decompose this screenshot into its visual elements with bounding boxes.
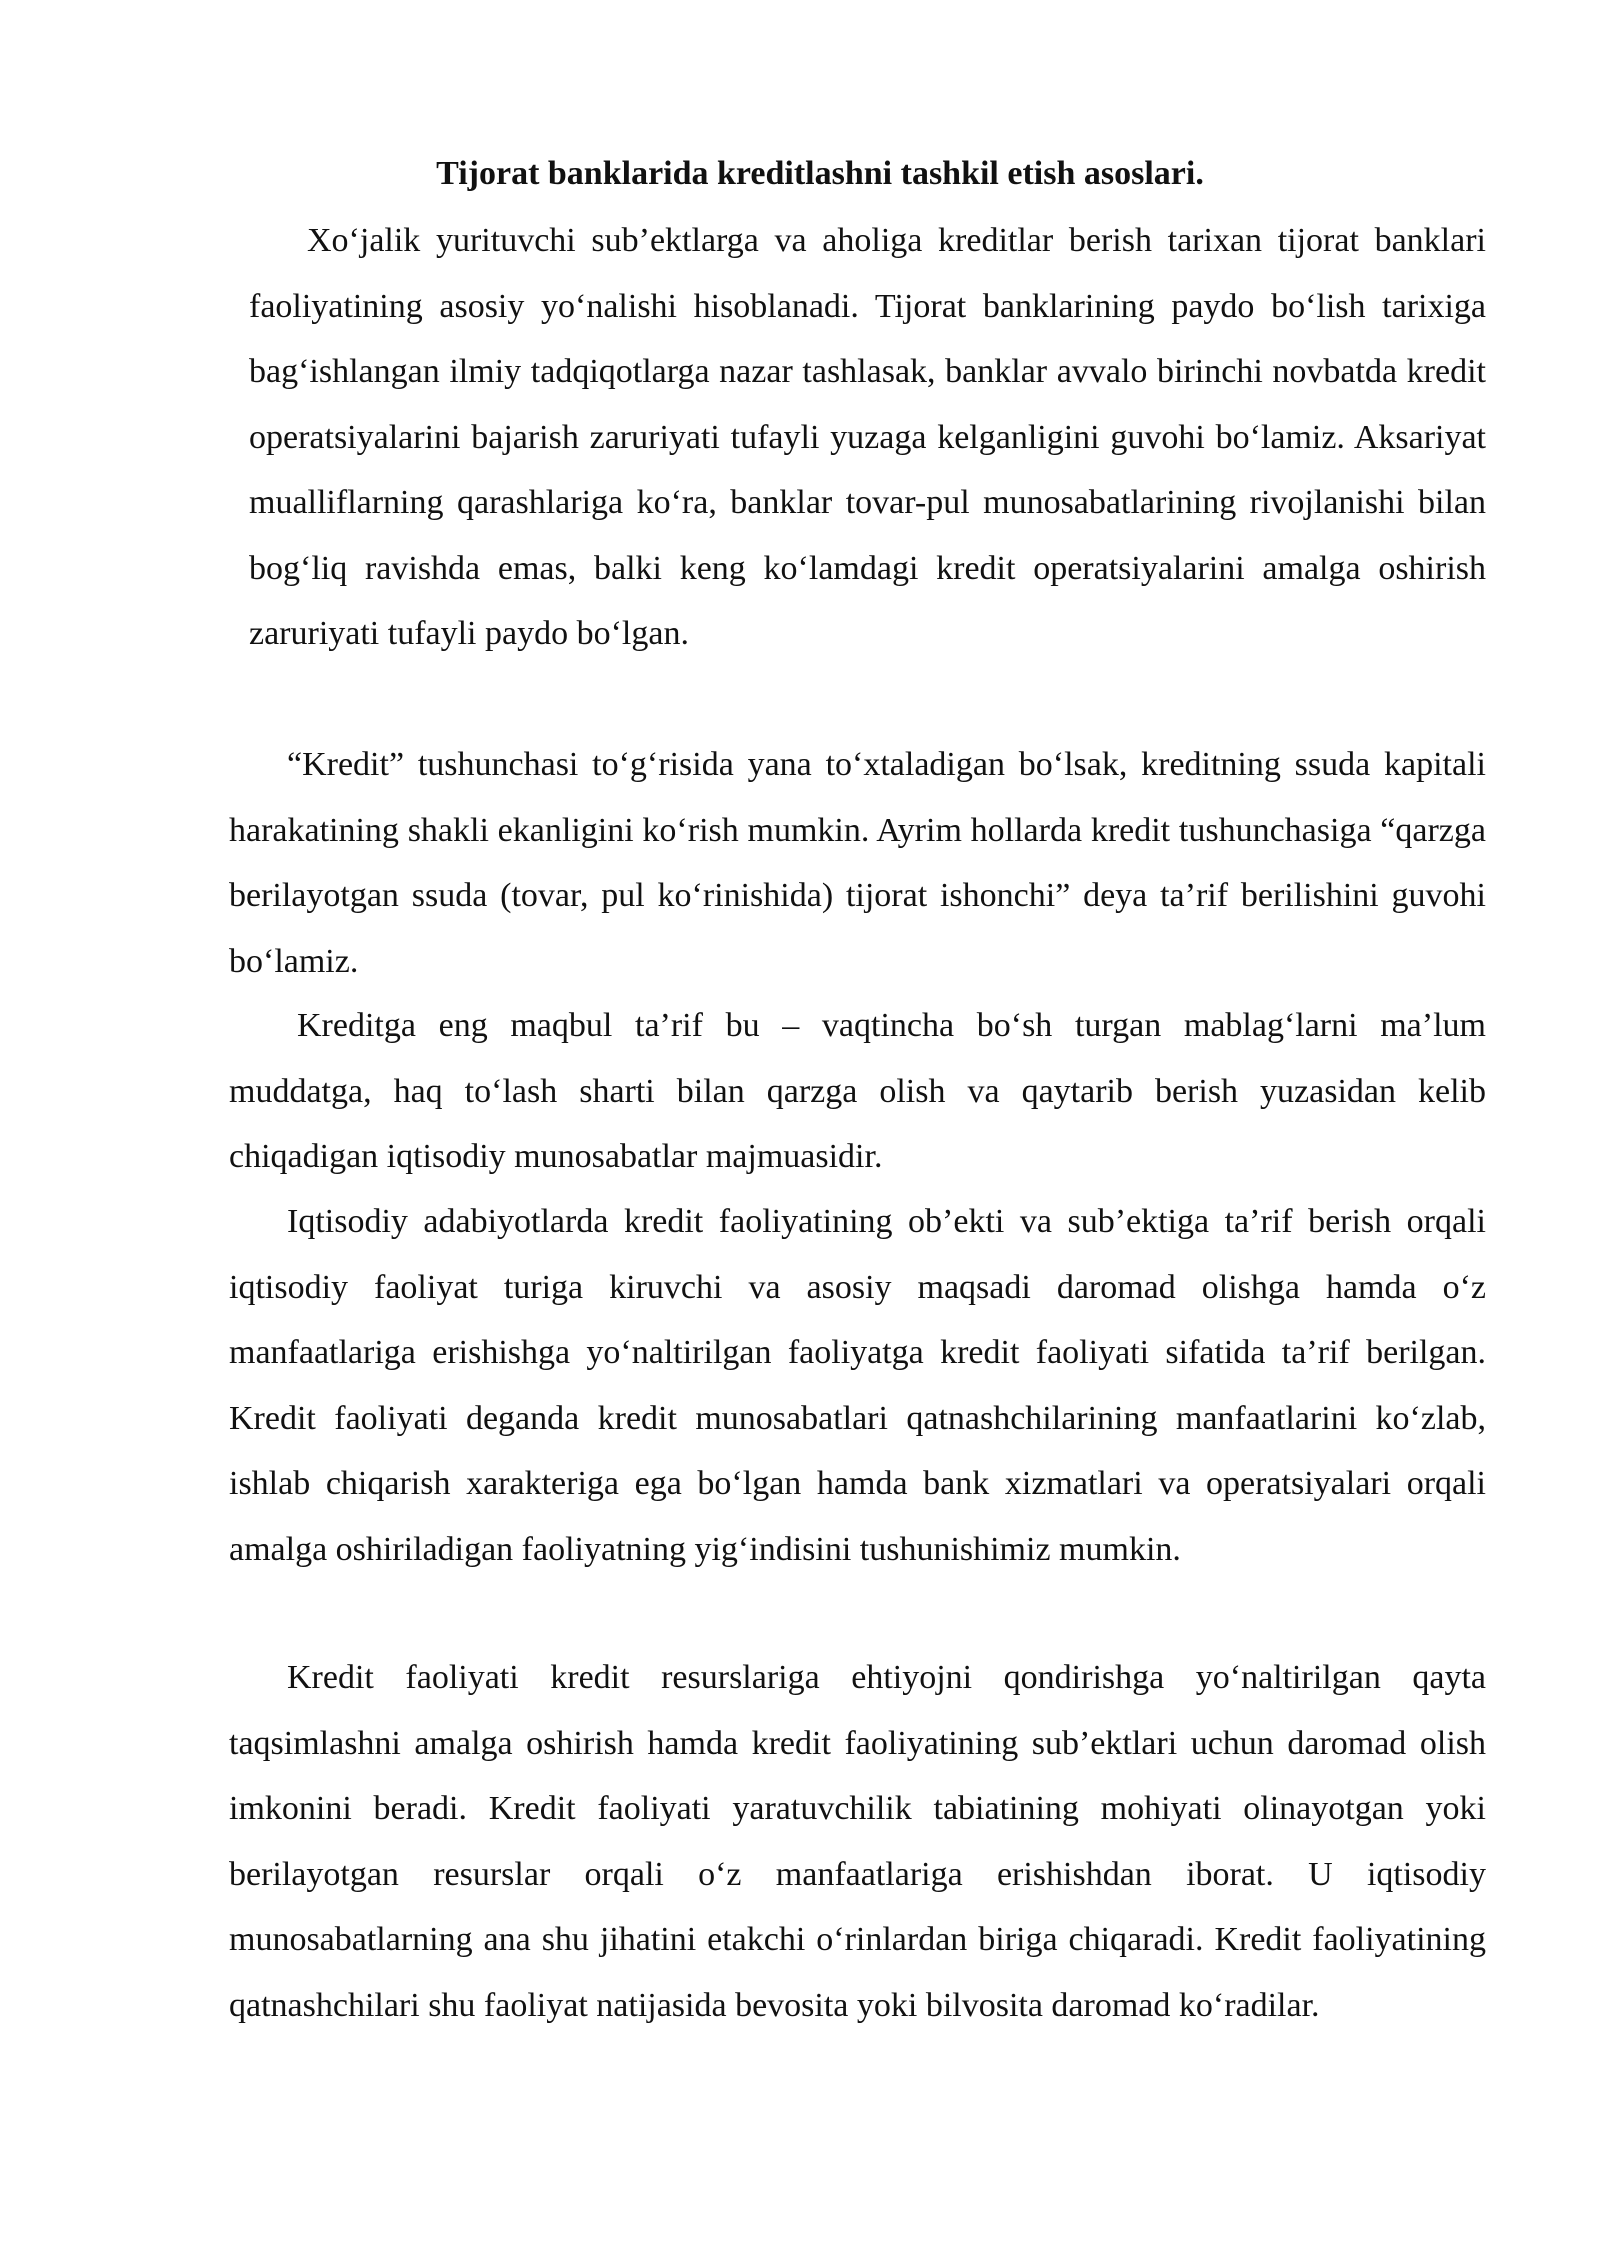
paragraph-5: Kredit faoliyati kredit resurslariga ehtiyojni qondirishga yo‘naltirilgan qayta taqsimlashni amalga oshirish hamda kredit faoliyatining sub’ektlari uchun daromad olish imkonini beradi. Kredit faoliyati yaratuvchilik tabiatining mohiyati olinayotgan yoki berilayotgan resurslar orqali o‘z manfaatlariga erishishdan iborat. U iqtisodiy munosabatlarning ana shu jihatini etakchi o‘rinlardan biriga chiqaradi. Kredit faoliyatining qatnashchilari shu faoliyat natijasida bevosita yoki bilvosita daromad ko‘radilar.	[229, 1659, 1486, 2024]
paragraph-4: Iqtisodiy adabiyotlarda kredit faoliyatining ob’ekti va sub’ektiga ta’rif berish orqali iqtisodiy faoliyat turiga kiruvchi va asosiy maqsadi daromad olishga hamda o‘z manfaatlariga erishishga yo‘naltirilgan faoliyatga kredit faoliyati sifatida ta’rif berilgan. Kredit faoliyati deganda kredit munosabatlari qatnashchilarining manfaatlarini ko‘zlab, ishlab chiqarish xarakteriga ega bo‘lgan hamda bank xizmatlari va operatsiyalari orqali amalga oshiriladigan faoliyatning yig‘indisini tushunishimiz mumkin.	[229, 1203, 1486, 1568]
paragraph-3: Kreditga eng maqbul ta’rif bu – vaqtincha bo‘sh turgan mablag‘larni ma’lum muddatga, haq to‘lash sharti bilan qarzga olish va qaytarib berish yuzasidan kelib chiqadigan iqtisodiy munosabatlar majmuasidir.	[229, 1007, 1486, 1175]
paragraph-1: Xo‘jalik yurituvchi sub’ektlarga va aholiga kreditlar berish tarixan tijorat banklari faoliyatining asosiy yo‘nalishi hisoblanadi. Tijorat banklarining paydo bo‘lish tarixiga bag‘ishlangan ilmiy tadqiqotlarga nazar tashlasak, banklar avvalo birinchi novbatda kredit operatsiyalarini bajarish zaruriyati tufayli yuzaga kelganligini guvohi bo‘lamiz. Aksariyat mualliflarning qarashlariga ko‘ra, banklar tovar-pul munosabatlarining rivojlanishi bilan bog‘liq ravishda emas, balki keng ko‘lamdagi kredit operatsiyalarini amalga oshirish zaruriyati tufayli paydo bo‘lgan.	[249, 222, 1486, 652]
document-title: Tijorat banklarida kreditlashni tashkil etish asoslari.	[436, 155, 1204, 192]
paragraph-2: “Kredit” tushunchasi to‘g‘risida yana to‘xtaladigan bo‘lsak, kreditning ssuda kapitali harakatining shakli ekanligini ko‘rish mumkin. Ayrim hollarda kredit tushunchasiga “qarzga berilayotgan ssuda (tovar, pul ko‘rinishida) tijorat ishonchi” deya ta’rif berilishini guvohi bo‘lamiz.	[229, 746, 1486, 980]
